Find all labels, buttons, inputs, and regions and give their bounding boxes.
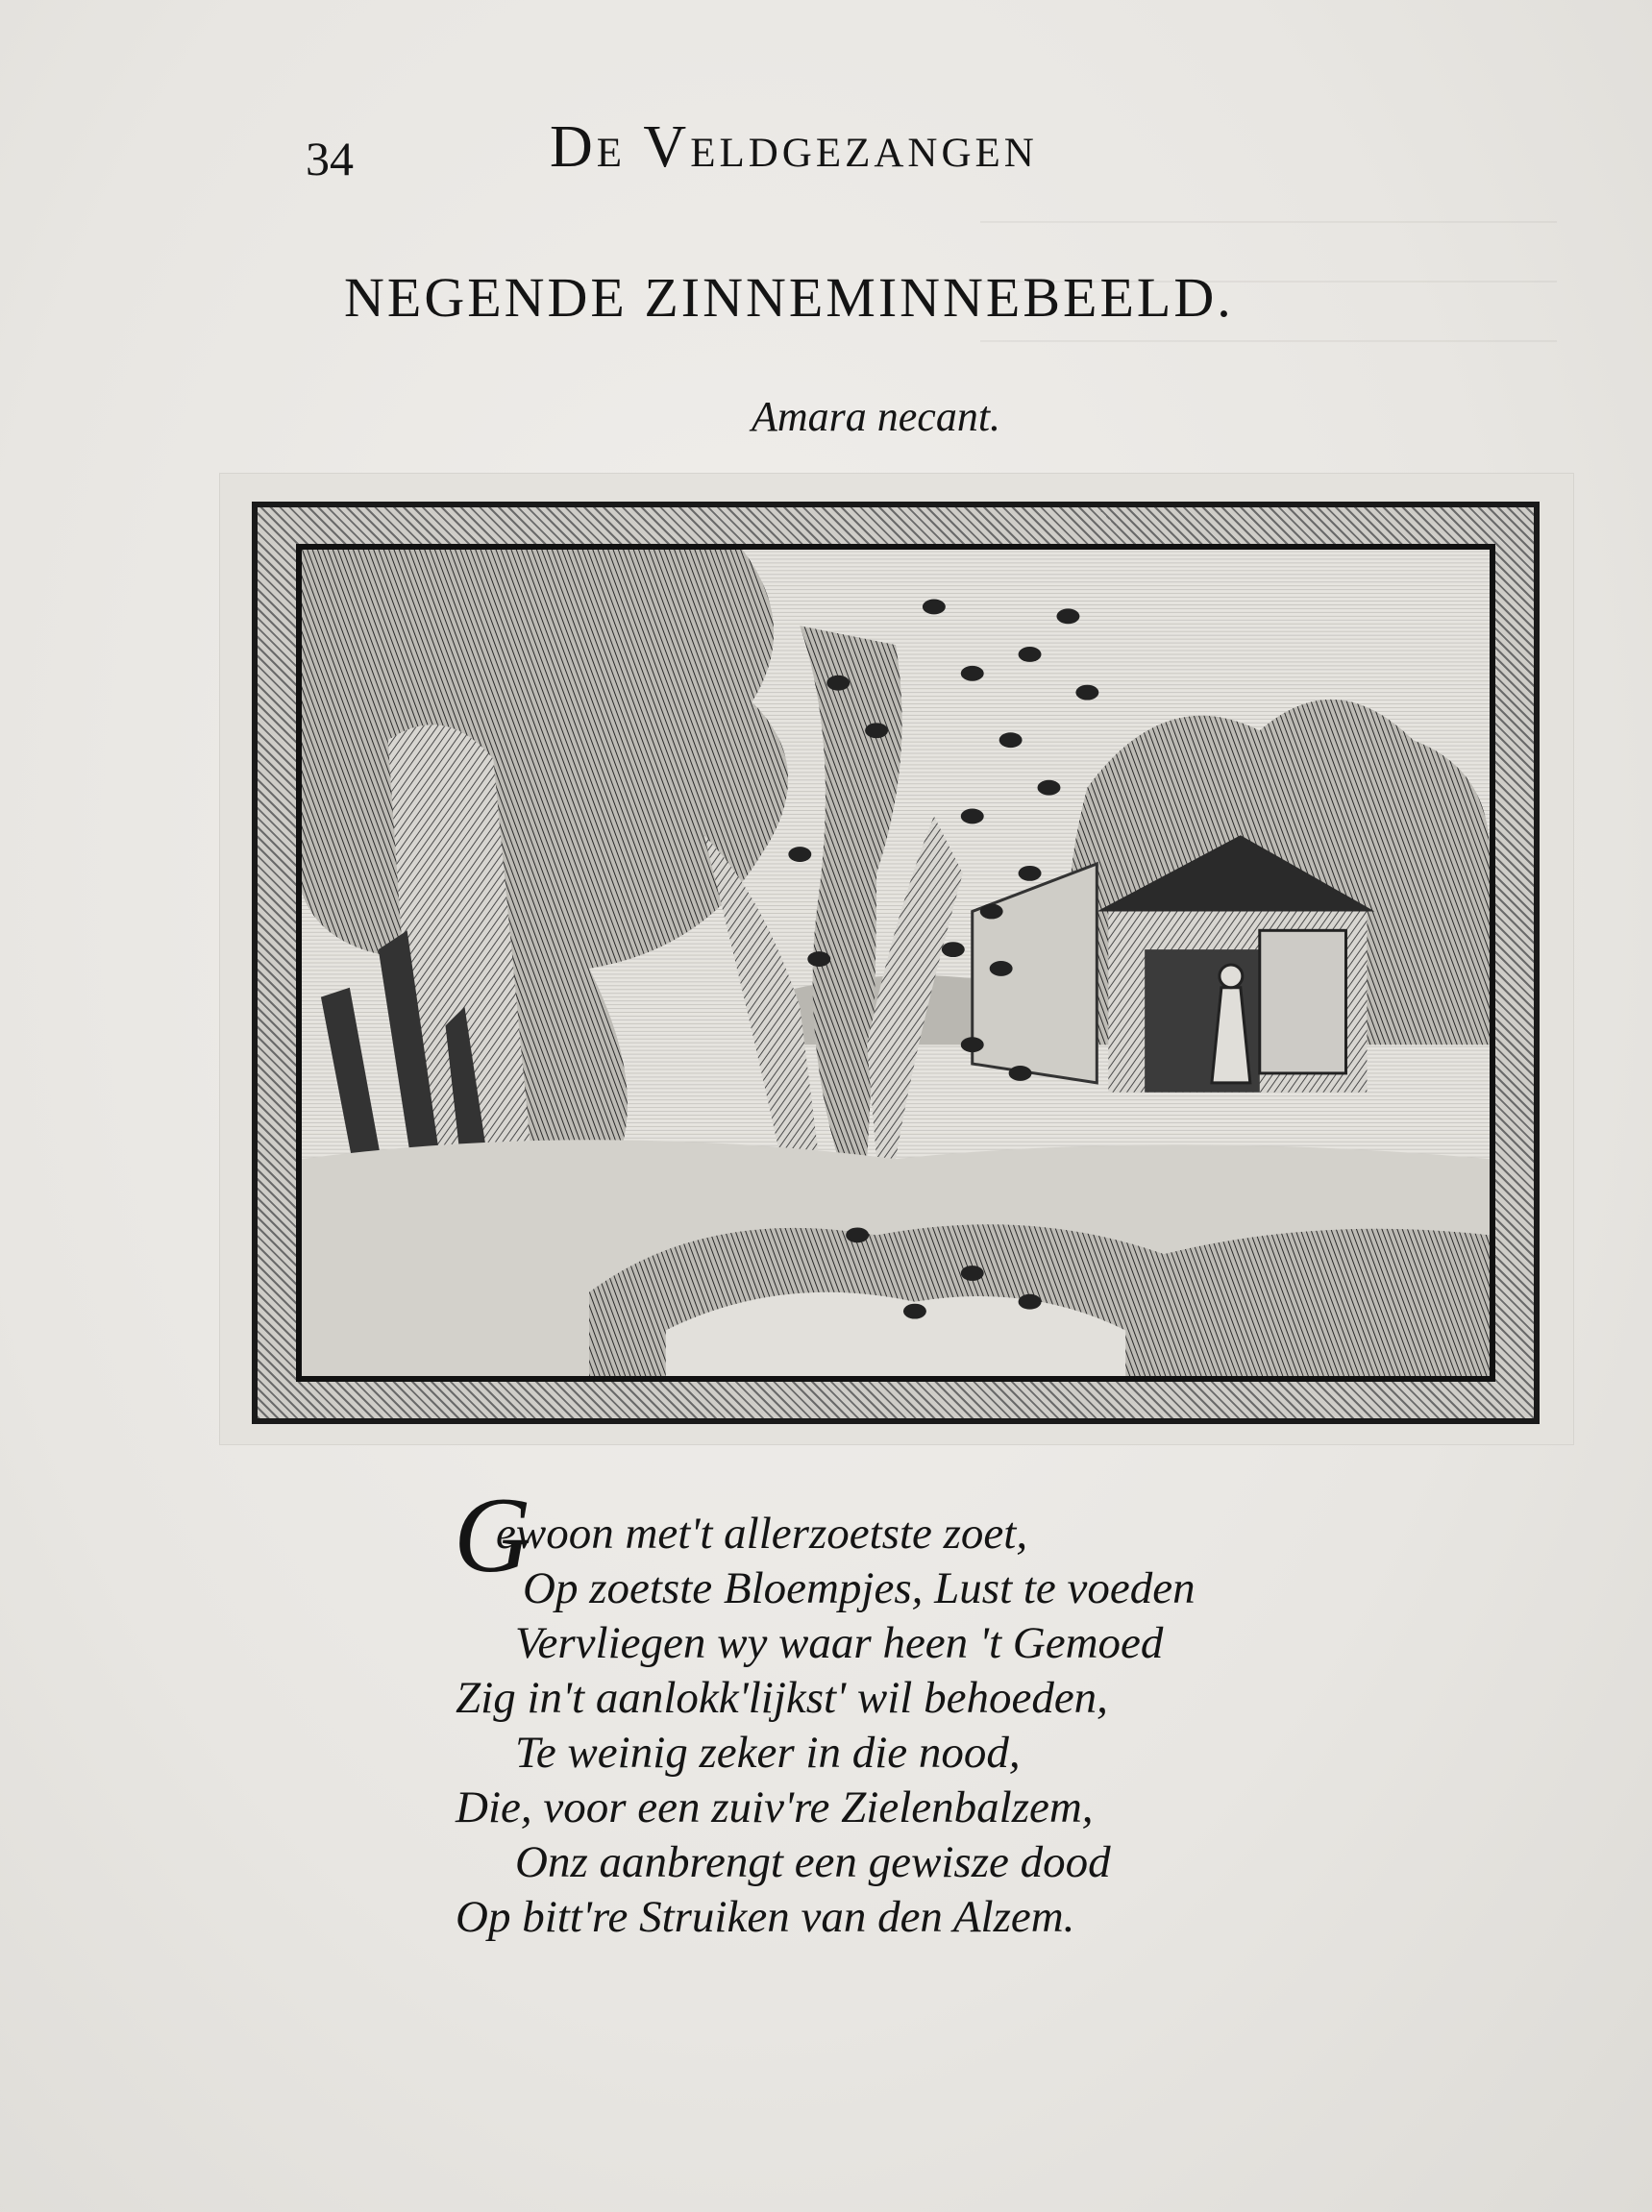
engraving-image: [296, 544, 1495, 1382]
poem-line-3: Vervliegen wy waar heen 't Gemoed: [515, 1618, 1164, 1668]
poem-line-6: Die, voor een zuiv're Zielenbalzem,: [456, 1782, 1094, 1832]
poem-line-2: Op zoetste Bloempjes, Lust te voeden: [523, 1563, 1196, 1613]
poem-line-7: Onz aanbrengt een gewisze dood: [515, 1837, 1111, 1887]
poem: [454, 1476, 1417, 1945]
poem-line-1: ewoon met't allerzoetste zoet,: [496, 1509, 1028, 1559]
engraving-plate: [219, 473, 1574, 1445]
section-title: NEGENDE ZINNEMINNEBEELD.: [344, 266, 1234, 329]
page-number: 34: [306, 132, 354, 185]
engraving-frame: [252, 502, 1540, 1424]
engraving-illustration: [302, 550, 1490, 1376]
poem-line-4: Zig in't aanlokk'lijkst' wil behoeden,: [456, 1673, 1108, 1723]
running-title: De Veldgezangen: [550, 114, 1038, 180]
motto: Amara necant.: [752, 393, 1001, 440]
poem-line-8: Op bitt're Struiken van den Alzem.: [456, 1892, 1075, 1942]
running-header: [0, 113, 1652, 190]
poem-line-5: Te weinig zeker in die nood,: [515, 1728, 1021, 1778]
drop-cap: G: [454, 1476, 531, 1595]
